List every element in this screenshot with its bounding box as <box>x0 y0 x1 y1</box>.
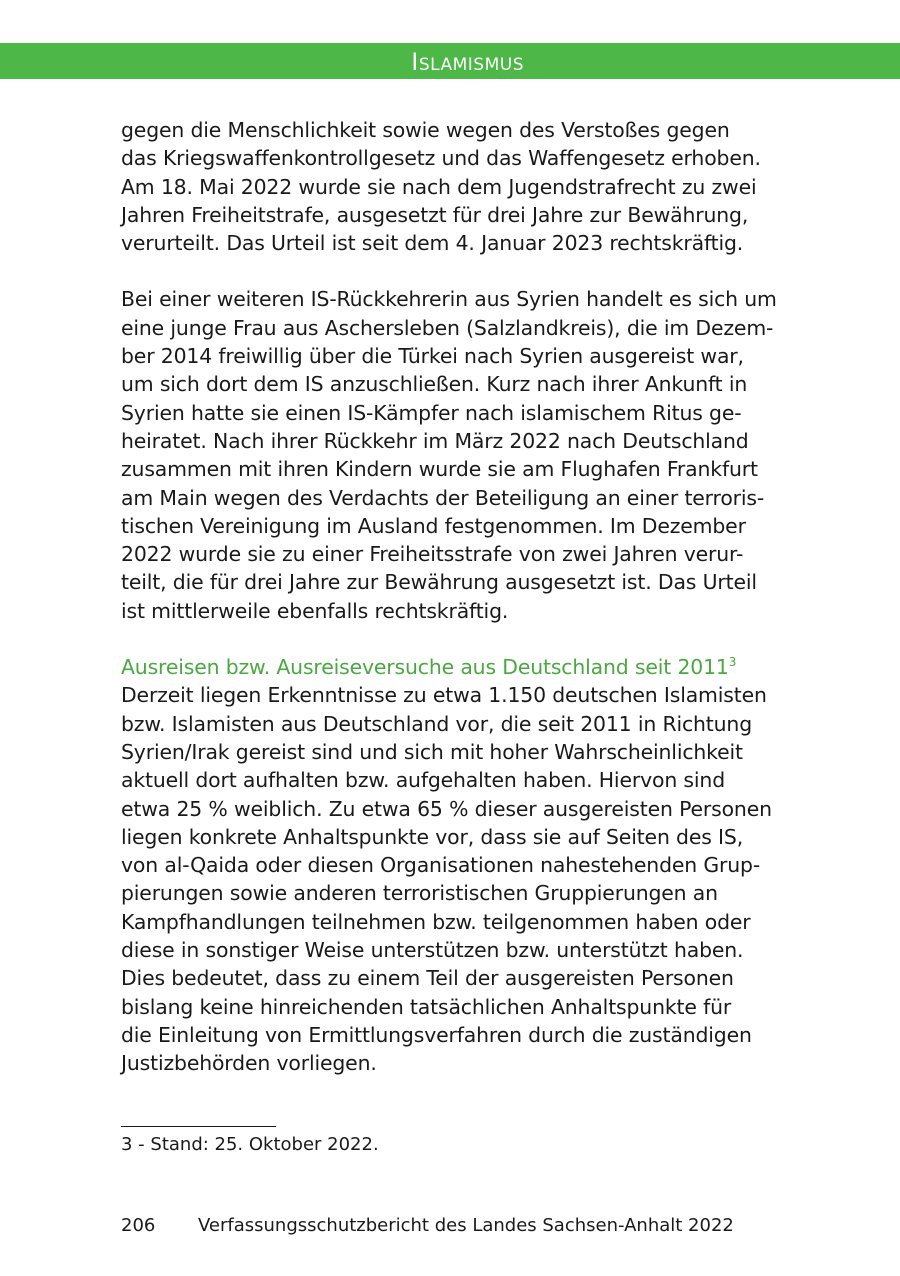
text-line: diese in sonstiger Weise unterstützen bzw. unterstützt haben. <box>121 938 744 963</box>
section-heading <box>121 653 781 681</box>
text-line: eine junge Frau aus Aschersleben (Salzlandkreis), die im Dezem- <box>121 315 774 340</box>
text-line: teilt, die für drei Jahre zur Bewährung ausgesetzt ist. Das Urteil <box>121 570 757 595</box>
text-line: das Kriegswaffenkontrollgesetz und das Waffengesetz erhoben. <box>121 146 761 171</box>
text-line: bzw. Islamisten aus Deutschland vor, die seit 2011 in Richtung <box>121 711 752 736</box>
text-line: verurteilt. Das Urteil ist seit dem 4. Januar 2023 rechtskräftig. <box>121 231 744 256</box>
page-body <box>121 116 781 1078</box>
text-line: Bei einer weiteren IS-Rückkehrerin aus Syrien handelt es sich um <box>121 287 777 312</box>
footnote-divider <box>121 1126 276 1127</box>
footnote: 3 - Stand: 25. Oktober 2022. <box>121 1134 379 1155</box>
text-line: pierungen sowie anderen terroristischen Gruppierungen an <box>121 881 718 906</box>
text-line: heiratet. Nach ihrer Rückkehr im März 2022 nach Deutschland <box>121 428 749 453</box>
text-line: Dies bedeutet, dass zu einem Teil der ausgereisten Personen <box>121 966 734 991</box>
text-line: ber 2014 freiwillig über die Türkei nach Syrien ausgereist war, <box>121 344 744 369</box>
text-line: von al-Qaida oder diesen Organisationen nahestehenden Grup- <box>121 853 761 878</box>
paragraph-court-ruling <box>121 116 781 257</box>
chapter-header-band <box>0 43 900 79</box>
text-line: zusammen mit ihren Kindern wurde sie am Flughafen Frankfurt <box>121 457 758 482</box>
footnote-reference: 3 <box>728 655 737 670</box>
text-line: Am 18. Mai 2022 wurde sie nach dem Jugendstrafrecht zu zwei <box>121 174 757 199</box>
text-line: 2022 wurde sie zu einer Freiheitsstrafe von zwei Jahren verur- <box>121 542 744 567</box>
text-line: Syrien/Irak gereist sind und sich mit hoher Wahrscheinlichkeit <box>121 739 743 764</box>
page-footer <box>121 1214 734 1238</box>
text-line: Derzeit liegen Erkenntnisse zu etwa 1.150 deutschen Islamisten <box>121 683 767 708</box>
text-line: Kampfhandlungen teilnehmen bzw. teilgenommen haben oder <box>121 909 751 934</box>
text-line: bislang keine hinreichenden tatsächlichen Anhaltspunkte für <box>121 994 732 1019</box>
text-line: Jahren Freiheitstrafe, ausgesetzt für drei Jahre zur Bewährung, <box>121 202 749 227</box>
text-line: liegen konkrete Anhaltspunkte vor, dass sie auf Seiten des IS, <box>121 824 744 849</box>
publication-title: Verfassungsschutzbericht des Landes Sachsen-Anhalt 2022 <box>198 1215 734 1236</box>
paragraph-departures <box>121 681 781 1077</box>
text-line: gegen die Menschlichkeit sowie wegen des Verstoßes gegen <box>121 118 730 142</box>
text-line: etwa 25 % weiblich. Zu etwa 65 % dieser ausgereisten Personen <box>121 796 772 821</box>
text-line: tischen Vereinigung im Ausland festgenommen. Im Dezember <box>121 513 746 538</box>
chapter-title: Islamismus <box>411 48 524 76</box>
text-line: Syrien hatte sie einen IS-Kämpfer nach islamischem Ritus ge- <box>121 400 742 425</box>
text-line: aktuell dort aufhalten bzw. aufgehalten haben. Hiervon sind <box>121 768 725 793</box>
paragraph-returnee-case <box>121 285 781 625</box>
page-number: 206 <box>121 1215 156 1236</box>
text-line: um sich dort dem IS anzuschließen. Kurz nach ihrer Ankunft in <box>121 372 748 397</box>
text-line: Justizbehörden vorliegen. <box>121 1051 377 1076</box>
section-heading-text: Ausreisen bzw. Ausreiseversuche aus Deutschland seit 2011 <box>121 655 729 680</box>
text-line: die Einleitung von Ermittlungsverfahren durch die zuständigen <box>121 1022 752 1047</box>
text-line: ist mittlerweile ebenfalls rechtskräftig. <box>121 598 509 623</box>
text-line: am Main wegen des Verdachts der Beteiligung an einer terroris- <box>121 485 765 510</box>
